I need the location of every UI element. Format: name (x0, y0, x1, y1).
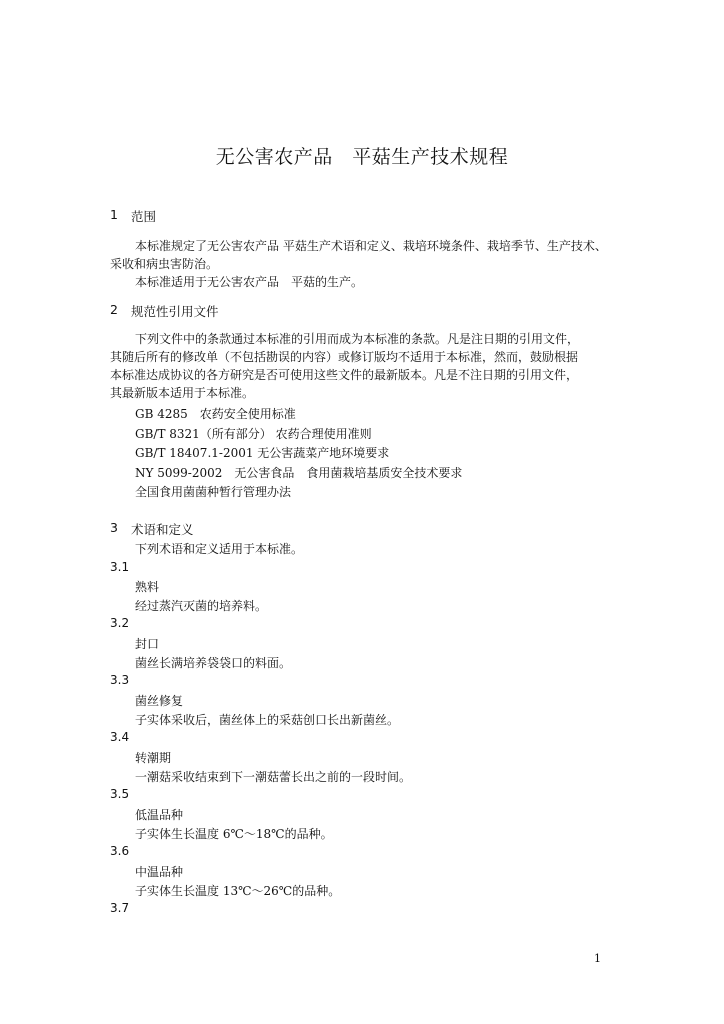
reference-item: NY 5099-2002 无公害食品 食用菌栽培基质安全技术要求 (135, 466, 463, 480)
term-number: 3.6 (110, 844, 130, 858)
section-2-heading: 规范性引用文件 (131, 304, 219, 319)
term-definition: 菌丝长满培养袋袋口的料面。 (135, 656, 292, 670)
term-number: 3.4 (110, 730, 130, 744)
document-title: 无公害农产品 平菇生产技术规程 (215, 146, 509, 168)
section-2-paragraph-line: 本标准达成协议的各方研究是否可使用这些文件的最新版本。凡是不注日期的引用文件， (110, 368, 579, 382)
section-3-intro: 下列术语和定义适用于本标准。 (135, 542, 304, 556)
section-1-heading: 范围 (131, 209, 157, 224)
section-2-paragraph-line: 下列文件中的条款通过本标准的引用而成为本标准的条款。凡是注日期的引用文件， (135, 332, 580, 346)
term-title: 封口 (135, 637, 160, 651)
term-definition: 子实体采收后，菌丝体上的采菇创口长出新菌丝。 (135, 713, 400, 727)
term-definition: 子实体生长温度 6℃～18℃的品种。 (135, 827, 333, 841)
reference-item: 全国食用菌菌种暂行管理办法 (135, 485, 292, 499)
term-number: 3.1 (110, 560, 130, 574)
section-3-number: 3 (110, 520, 118, 535)
section-2-paragraph-line: 其最新版本适用于本标准。 (110, 386, 255, 400)
page-number: 1 (594, 952, 601, 965)
term-number: 3.5 (110, 787, 130, 801)
term-title: 菌丝修复 (135, 694, 184, 708)
term-definition: 经过蒸汽灭菌的培养料。 (135, 599, 268, 613)
section-1-number: 1 (110, 207, 118, 222)
term-title: 低温品种 (135, 808, 184, 822)
reference-item: GB/T 8321（所有部分） 农药合理使用准则 (135, 427, 372, 441)
term-number: 3.3 (110, 673, 130, 687)
term-definition: 子实体生长温度 13℃～26℃的品种。 (135, 884, 341, 898)
section-1-paragraph-1-line-1: 本标准规定了无公害农产品 平菇生产术语和定义、栽培环境条件、栽培季节、生产技术、 (135, 239, 607, 253)
term-title: 中温品种 (135, 865, 184, 879)
term-title: 转潮期 (135, 751, 172, 765)
term-title: 熟料 (135, 580, 160, 594)
term-number: 3.2 (110, 616, 130, 630)
section-2-paragraph-line: 其随后所有的修改单（不包括勘误的内容）或修订版均不适用于本标准，然而，鼓励根据 (110, 350, 579, 364)
section-3-heading: 术语和定义 (131, 522, 194, 537)
term-number: 3.7 (110, 901, 130, 915)
section-1-paragraph-2: 本标准适用于无公害农产品 平菇的生产。 (135, 275, 364, 289)
reference-item: GB 4285 农药安全使用标准 (135, 407, 296, 421)
section-2-number: 2 (110, 302, 118, 317)
section-1-paragraph-1-line-2: 采收和病虫害防治。 (110, 257, 219, 271)
term-definition: 一潮菇采收结束到下一潮菇蕾长出之前的一段时间。 (135, 770, 412, 784)
reference-item: GB/T 18407.1-2001 无公害蔬菜产地环境要求 (135, 446, 390, 460)
